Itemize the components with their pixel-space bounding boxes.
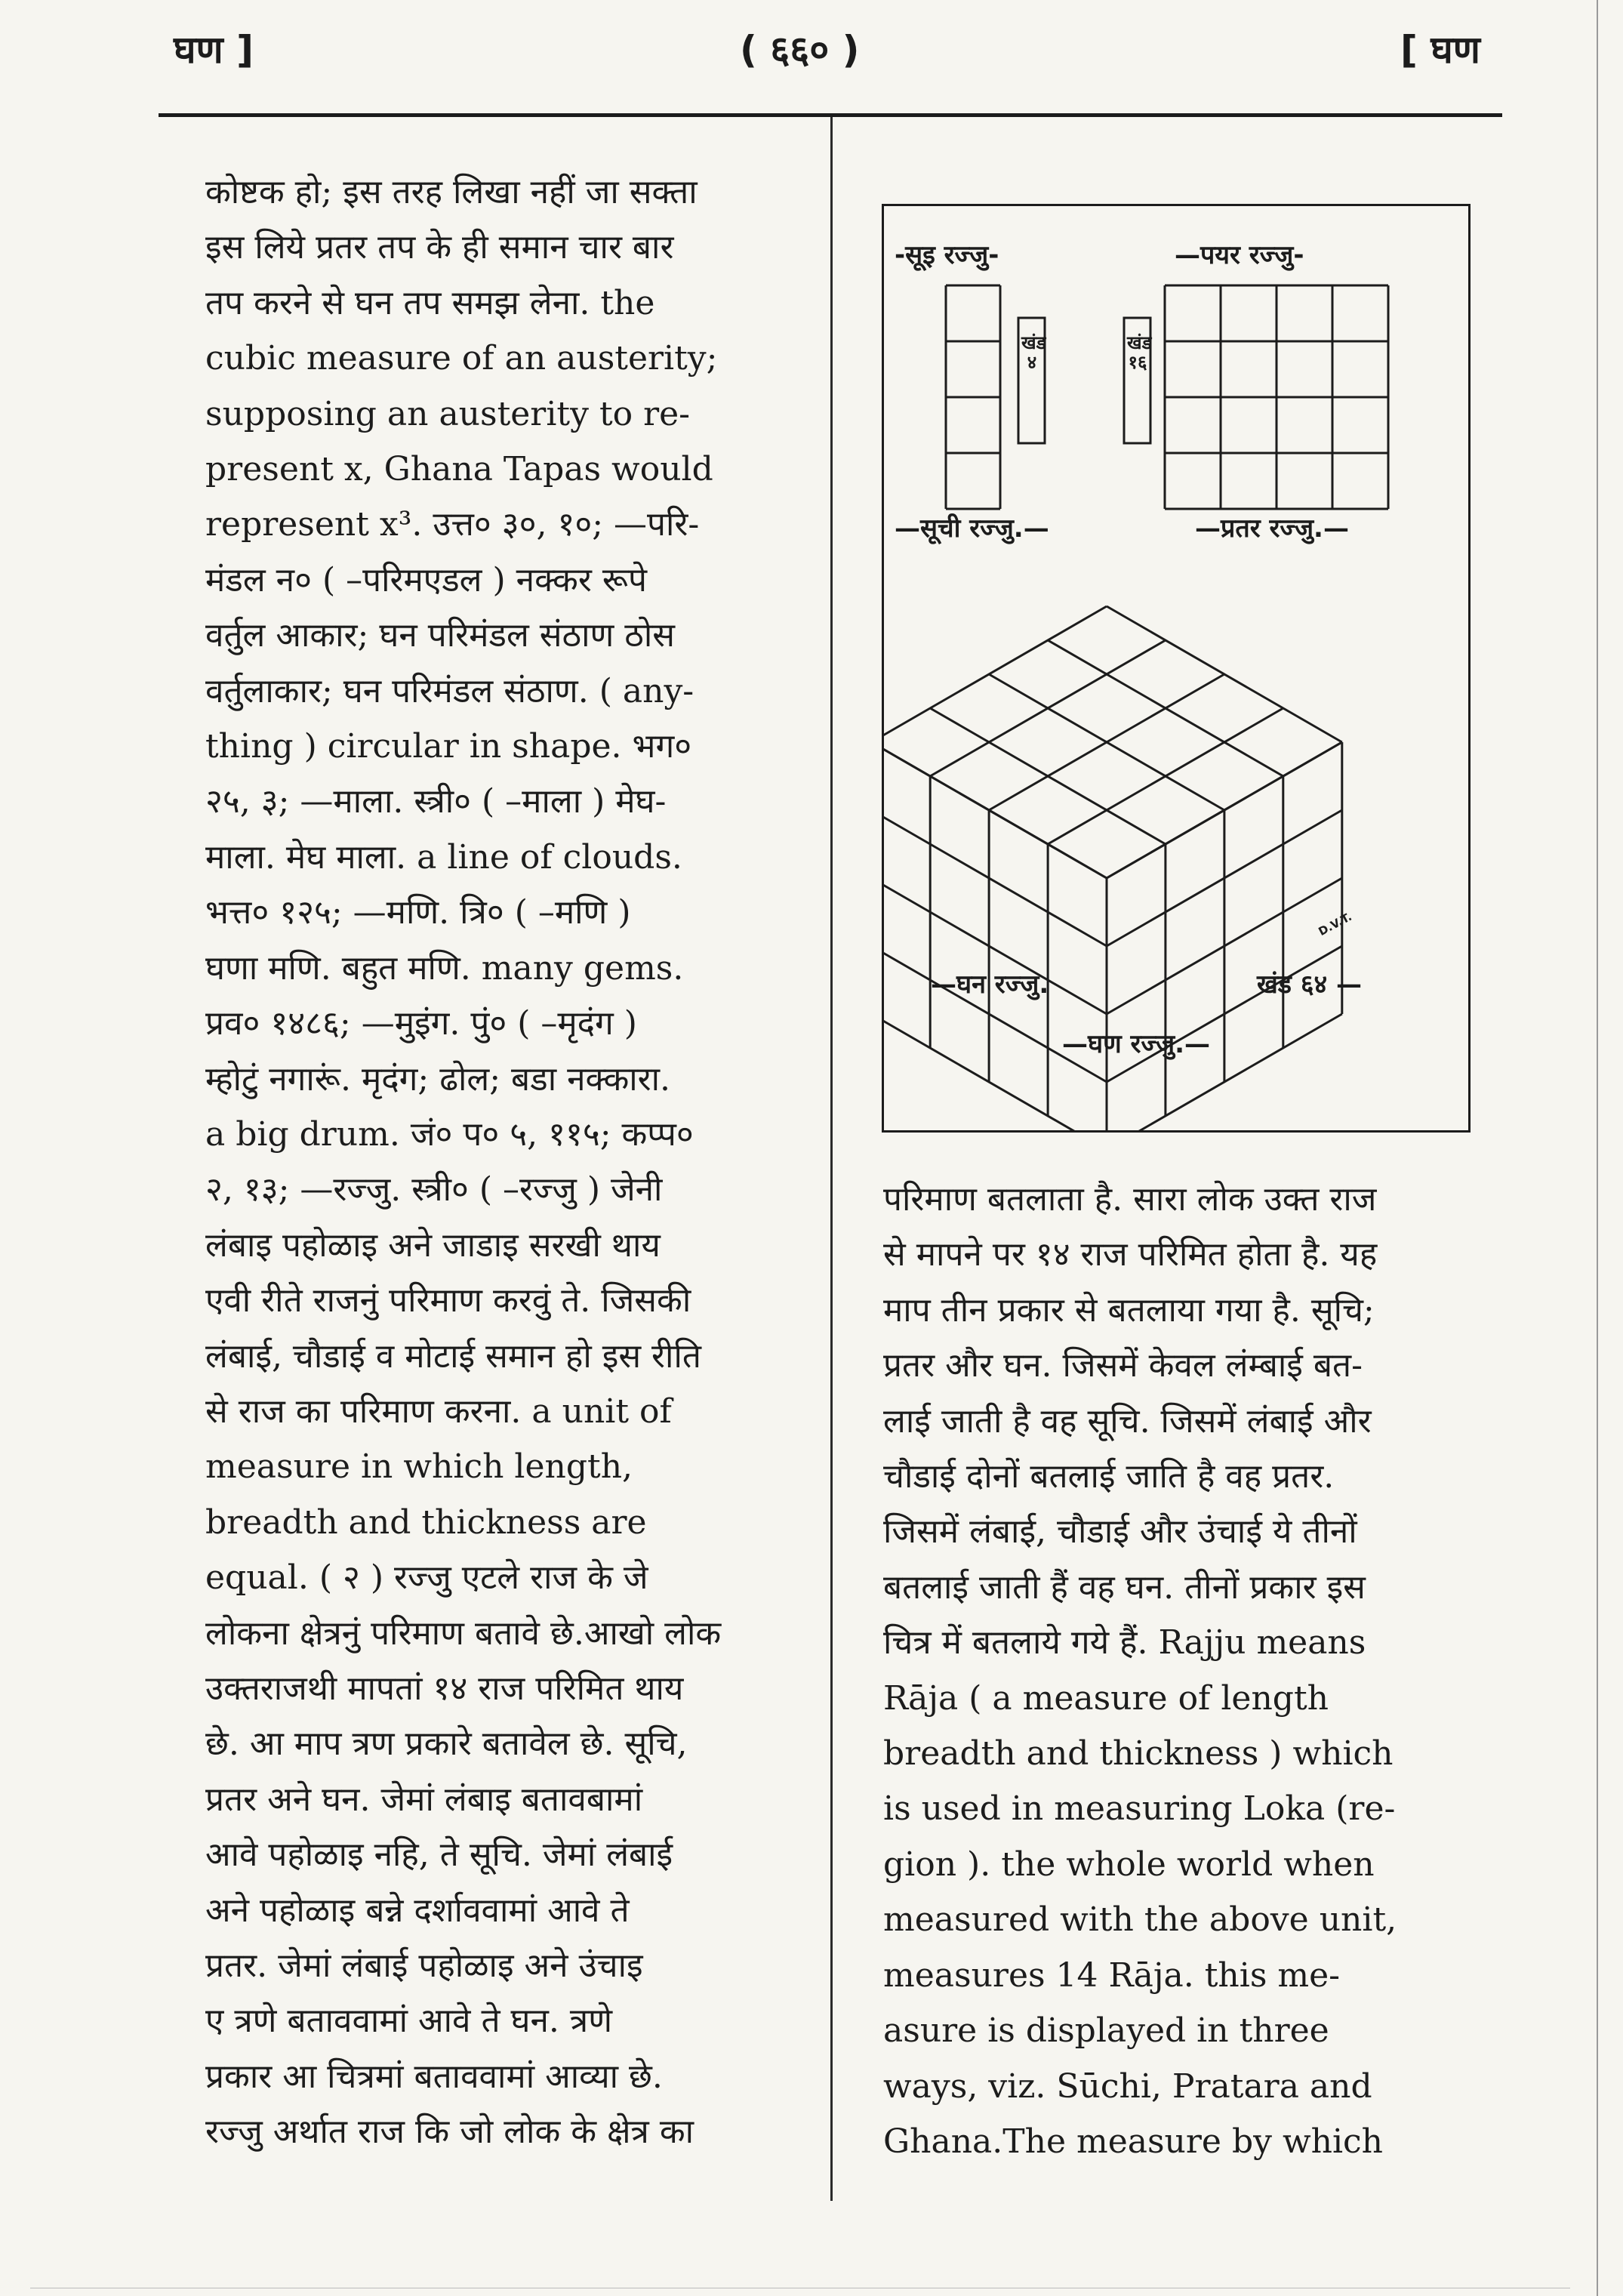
text-line: asure is displayed in three bbox=[883, 2011, 1329, 2051]
text-line: gion ). the whole world when bbox=[883, 1845, 1375, 1884]
text-line: २५, ३; —माला. स्त्री० ( –माला ) मेघ- bbox=[205, 782, 667, 821]
text-line: प्रतर. जेमां लंबाई पहोळाइ अने उंचाइ bbox=[205, 1946, 643, 1985]
text-line: supposing an austerity to re- bbox=[205, 394, 691, 433]
text-line: measure in which length, bbox=[205, 1447, 633, 1487]
text-line: छे. आ माप त्रण प्रकारे बतावेल छे. सूचि, bbox=[205, 1724, 688, 1764]
text-line: एवी रीते राजनुं परिमाण करवुं ते. जिसकी bbox=[205, 1281, 691, 1321]
right-column bbox=[883, 1172, 1472, 2169]
text-line: अने पहोळाइ बन्ने दर्शाववामां आवे ते bbox=[205, 1891, 630, 1930]
artist-credit: D.V.T. bbox=[1316, 909, 1354, 939]
text-line: cubic measure of an austerity; bbox=[205, 339, 718, 378]
suchi-title: -सूइ रज्जु- bbox=[895, 240, 999, 270]
text-line: आवे पहोळाइ नहि, ते सूचि. जेमां लंबाई bbox=[205, 1835, 673, 1875]
text-line: measures 14 Rāja. this me- bbox=[883, 1955, 1341, 1995]
text-line: breadth and thickness ) which bbox=[883, 1734, 1394, 1774]
text-line: चित्र में बतलाये गये हैं. Rajju means bbox=[883, 1623, 1366, 1663]
text-line: प्रतर और घन. जिसमें केवल लंम्बाई बत- bbox=[883, 1346, 1363, 1385]
text-line: माला. मेघ माला. a line of clouds. bbox=[205, 837, 682, 877]
text-line: Ghana.The measure by which bbox=[883, 2122, 1384, 2161]
header-left: घण ] bbox=[174, 28, 254, 72]
pratara-rajju-label: —प्रतर रज्जु.— bbox=[1195, 513, 1349, 544]
text-line: कोष्टक हो; इस तरह लिखा नहीं जा सक्ता bbox=[205, 173, 698, 211]
text-line: measured with the above unit, bbox=[883, 1900, 1397, 1940]
text-line: लोकना क्षेत्रनुं परिमाण बतावे छे.आखो लोक bbox=[205, 1613, 722, 1653]
suchi-grid bbox=[946, 285, 1000, 509]
suchi-rajju-label: —सूची रज्जु.— bbox=[895, 513, 1049, 544]
text-line: is used in measuring Loka (re- bbox=[883, 1789, 1396, 1829]
rajju-diagram bbox=[882, 204, 1471, 1133]
text-line: वर्तुल आकार; घन परिमंडल संठाण ठोस bbox=[205, 616, 675, 655]
khand-64-label: खंड ६४ — bbox=[1257, 969, 1363, 1000]
text-line: represent x³. उत्त० ३०, १०; —परि- bbox=[205, 505, 700, 544]
text-line: लाई जाती है वह सूचि. जिसमें लंबाई और bbox=[883, 1401, 1372, 1441]
khand-16-label: खंड १६ bbox=[1127, 332, 1152, 373]
text-line: परिमाण बतलाता है. सारा लोक उक्त राज bbox=[883, 1180, 1377, 1219]
ghana-main-title: —घण रज्जु.— bbox=[1062, 1029, 1211, 1059]
text-line: माप तीन प्रकार से बतलाया गया है. सूचि; bbox=[883, 1290, 1375, 1330]
text-line: present x, Ghana Tapas would bbox=[205, 450, 713, 489]
text-line: प्रतर अने घन. जेमां लंबाइ बतावबामां bbox=[205, 1780, 643, 1819]
left-column bbox=[205, 165, 809, 2160]
text-line: Rāja ( a measure of length bbox=[883, 1678, 1329, 1718]
text-line: ways, viz. Sūchi, Pratara and bbox=[883, 2066, 1372, 2106]
text-line: लंबाइ पहोळाइ अने जाडाइ सरखी थाय bbox=[205, 1225, 661, 1265]
text-line: जिसमें लंबाई, चौडाई और उंचाई ये तीनों bbox=[883, 1512, 1357, 1552]
text-line: चौडाई दोनों बतलाई जाति है वह प्रतर. bbox=[883, 1457, 1335, 1496]
text-line: thing ) circular in shape. भग० bbox=[205, 727, 692, 766]
text-line: प्रव० १४८६; —मुइंग. पुं० ( –मृदंग ) bbox=[205, 1004, 637, 1043]
text-line: इस लिये प्रतर तप के ही समान चार बार bbox=[205, 228, 674, 267]
text-line: equal. ( २ ) रज्जु एटले राज के जे bbox=[205, 1558, 648, 1598]
khand-4-label: खंड ४ bbox=[1021, 332, 1046, 373]
text-line: भत्त० १२५; —मणि. त्रि० ( –मणि ) bbox=[205, 893, 631, 932]
text-line: breadth and thickness are bbox=[205, 1502, 647, 1542]
text-line: घणा मणि. बहुत मणि. many gems. bbox=[205, 948, 684, 988]
ghana-rajju-label: —घन रज्जु. bbox=[931, 969, 1049, 1000]
page-edge bbox=[1597, 0, 1598, 2296]
text-line: बतलाई जाती हैं वह घन. तीनों प्रकार इस bbox=[883, 1567, 1366, 1607]
text-line: मंडल न० ( –परिमएडल ) नक्कर रूपे bbox=[205, 560, 648, 599]
text-line: २, १३; —रज्जु. स्त्री० ( –रज्जु ) जेनी bbox=[205, 1170, 663, 1210]
text-line: तप करने से घन तप समझ लेना. the bbox=[205, 283, 655, 322]
text-line: म्होटुं नगारूं. मृदंग; ढोल; बडा नक्कारा. bbox=[205, 1059, 671, 1099]
column-divider bbox=[830, 117, 833, 2201]
text-line: ए त्रणे बताववामां आवे ते घन. त्रणे bbox=[205, 2002, 613, 2041]
header-right: [ घण bbox=[1400, 28, 1480, 72]
text-line: उक्तराजथी मापतां १४ राज परिमित थाय bbox=[205, 1669, 684, 1708]
pratara-title: —पयर रज्जु- bbox=[1175, 240, 1304, 270]
text-line: से राज का परिमाण करना. a unit of bbox=[205, 1391, 672, 1431]
pratara-grid bbox=[1165, 285, 1388, 509]
text-line: वर्तुलाकार; घन परिमंडल संठाण. ( any- bbox=[205, 671, 694, 710]
page-number: ( ६६० ) bbox=[740, 28, 860, 72]
text-line: a big drum. जं० प० ५, ११५; कप्प० bbox=[205, 1114, 694, 1154]
text-line: रज्जु अर्थात राज कि जो लोक के क्षेत्र का bbox=[205, 2113, 694, 2152]
text-line: से मापने पर १४ राज परिमित होता है. यह bbox=[883, 1235, 1378, 1274]
text-line: प्रकार आ चित्रमां बताववामां आव्या छे. bbox=[205, 2057, 663, 2096]
text-line: लंबाई, चौडाई व मोटाई समान हो इस रीति bbox=[205, 1336, 701, 1376]
